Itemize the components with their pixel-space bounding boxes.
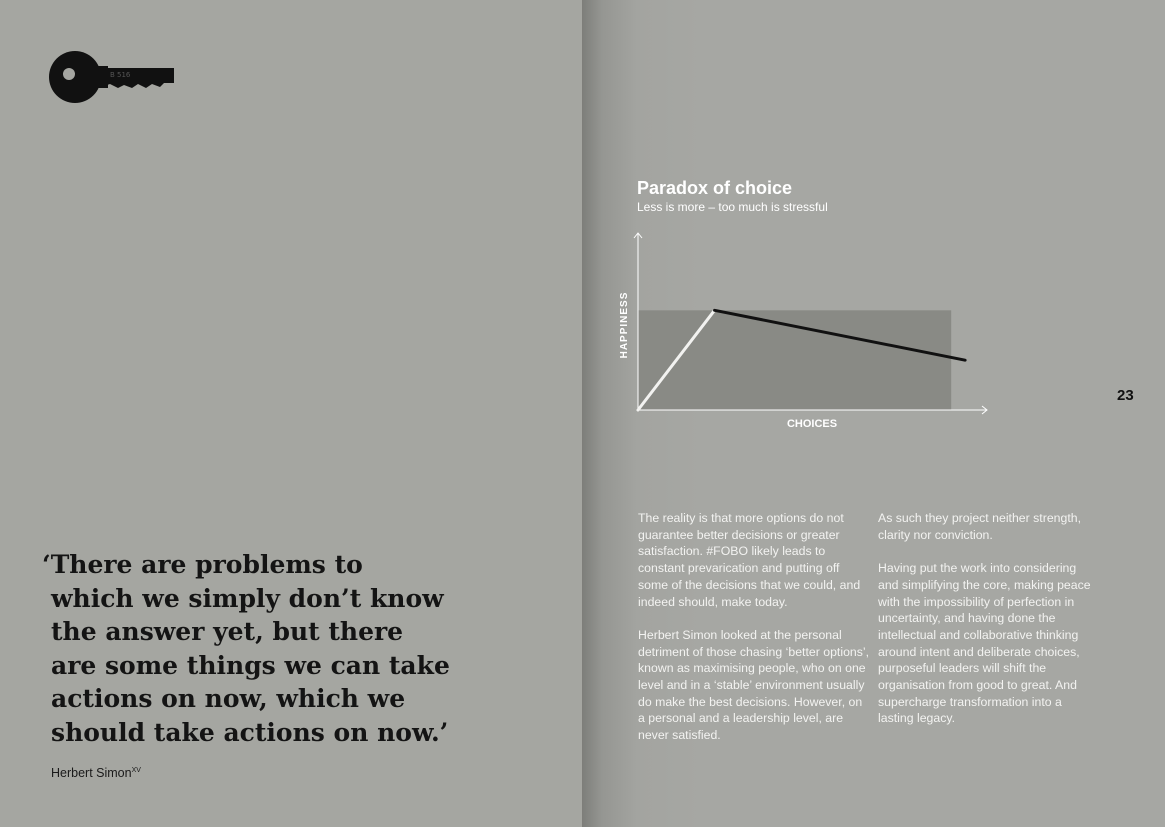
body-column-1	[638, 510, 870, 761]
chart-subtitle: Less is more – too much is stressful	[637, 200, 828, 214]
body-paragraph: The reality is that more options do not guarantee better decisions or greater satisfaction. #FOBO likely leads to constant prevarication and putting off some of the decisions that we could, and indeed should, make today.	[638, 511, 861, 609]
chart-title: Paradox of choice	[637, 178, 793, 198]
quote-attribution	[51, 766, 141, 780]
quote-line: ‘There are problems to	[42, 550, 363, 579]
key-icon	[48, 44, 176, 108]
quote-author: Herbert Simon	[51, 766, 132, 780]
key-bits	[104, 79, 174, 88]
paradox-chart	[610, 225, 1010, 440]
quote-line: actions on now, which we	[51, 684, 406, 713]
footnote-marker: XV	[131, 766, 141, 774]
left-page	[0, 0, 582, 827]
key-hole	[63, 68, 75, 80]
quote-line: the answer yet, but there	[51, 617, 404, 646]
y-axis-label: HAPPINESS	[619, 291, 630, 359]
body-paragraph: Herbert Simon looked at the personal detriment of those chasing ‘better options’, known as maximising people, who on one level and in a ‘stable’ environment usually do make the best decisions. However, on a personal and a leadership level, are never satisfied.	[638, 627, 870, 743]
page-number: 23	[1117, 387, 1134, 404]
key-label: B 516	[110, 71, 131, 79]
body-paragraph: Having put the work into considering and simplifying the core, making peace with the impossibility of perfection in uncertainty, and having done the intellectual and collaborative thinking around intent and deliberate choices, purposeful leaders will shift the organisation from good to great. And supercharge transformation into a lasting legacy.	[878, 561, 1091, 726]
quote-line: should take actions on now.’	[51, 717, 449, 747]
pull-quote	[42, 548, 462, 749]
quote-line: which we simply don’t know	[51, 583, 444, 613]
key-bow	[49, 51, 101, 103]
body-paragraph: As such they project neither strength, clarity nor conviction.	[878, 511, 1082, 542]
body-column-2	[878, 510, 1093, 744]
quote-line: are some things we can take	[51, 650, 450, 680]
x-axis-label: CHOICES	[786, 418, 838, 430]
